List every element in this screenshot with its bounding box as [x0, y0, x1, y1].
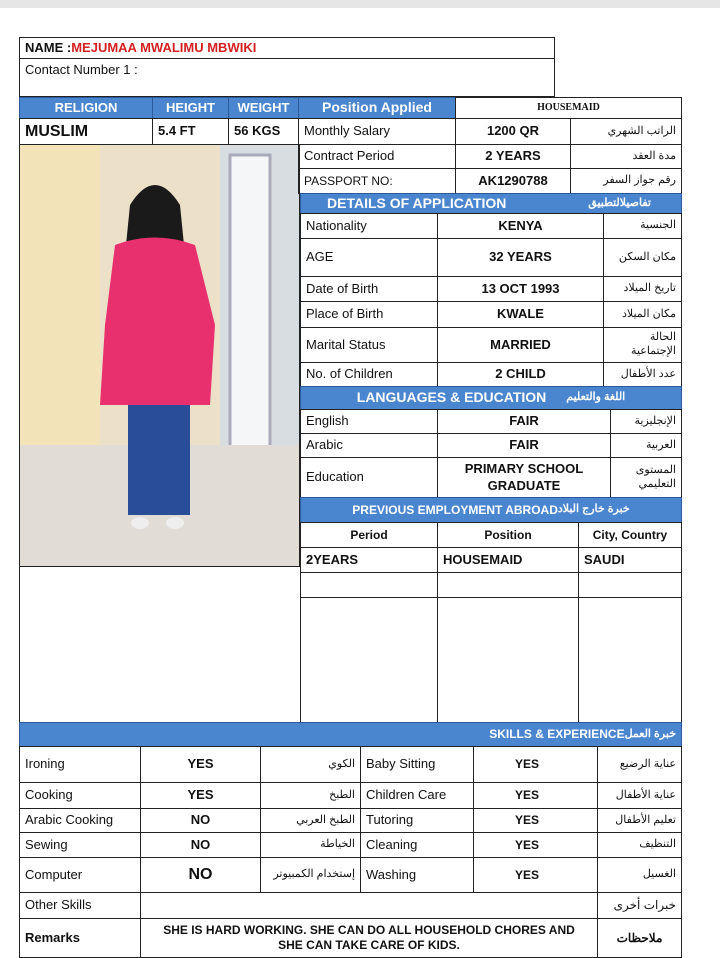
remarks-value: SHE IS HARD WORKING. SHE CAN DO ALL HOUSEHOLD CHORES AND SHE CAN TAKE CARE OF KIDS. — [140, 918, 598, 958]
skill-label: Baby Sitting — [360, 746, 474, 783]
detail-label: AGE — [300, 238, 438, 277]
skill-label-ar: عناية الرضيع — [597, 746, 682, 783]
monthly-salary-label: Monthly Salary — [298, 118, 456, 145]
employment-cell: 2YEARS — [300, 547, 438, 573]
employment-empty-cell — [300, 572, 438, 598]
height-header: HEIGHT — [152, 97, 229, 119]
skill-label: Ironing — [19, 746, 141, 783]
religion-value: MUSLIM — [19, 118, 153, 145]
skill-value: YES — [473, 746, 598, 783]
contract-period-ar: مدة العقد — [570, 144, 682, 169]
employment-title-ar: خبرة خارج البلاد — [557, 503, 630, 516]
skill-label-ar: إستخدام الكمبيوتر — [260, 857, 361, 893]
position-value: HOUSEMAID — [455, 97, 682, 119]
employment-cell: SAUDI — [578, 547, 682, 573]
details-header — [300, 193, 682, 214]
skill-value: YES — [473, 782, 598, 809]
passport-label: PASSPORT NO: — [298, 168, 456, 194]
skill-label-ar: الطبخ — [260, 782, 361, 809]
detail-value: KWALE — [437, 301, 604, 328]
skill-label: Arabic Cooking — [19, 808, 141, 833]
employment-header — [300, 497, 682, 523]
language-label-ar: العربية — [610, 433, 682, 458]
other-skills-value — [140, 892, 598, 919]
skill-value: YES — [140, 746, 261, 783]
skill-label: Computer — [19, 857, 141, 893]
employment-empty-cell — [437, 597, 579, 723]
weight-header: WEIGHT — [228, 97, 299, 119]
passport-ar: رقم جواز السفر — [570, 168, 682, 194]
remarks-ar: ملاحظات — [597, 918, 682, 958]
skill-label-ar: تعليم الأطفال — [597, 808, 682, 833]
skill-label: Cooking — [19, 782, 141, 809]
weight-value: 56 KGS — [228, 118, 299, 145]
detail-label-ar: مكان الميلاد — [603, 301, 682, 328]
position-header: Position Applied — [298, 97, 456, 119]
skill-label-ar: الطبخ العربي — [260, 808, 361, 833]
language-value: FAIR — [437, 433, 611, 458]
employment-empty-cell — [300, 597, 438, 723]
skill-label: Children Care — [360, 782, 474, 809]
skills-title: SKILLS & EXPERIENCE — [489, 727, 625, 741]
detail-label: Nationality — [300, 213, 438, 239]
languages-title: LANGUAGES & EDUCATION — [356, 389, 547, 406]
details-title: DETAILS OF APPLICATION — [327, 194, 507, 211]
detail-label: Marital Status — [300, 327, 438, 363]
employment-empty-cell — [578, 597, 682, 723]
contact-row — [19, 58, 555, 97]
monthly-salary-ar: الراتب الشهري — [570, 118, 682, 145]
skill-value: YES — [140, 782, 261, 809]
language-label-ar: المستوى التعليمي — [610, 457, 682, 498]
language-label: Arabic — [300, 433, 438, 458]
employment-column-header: Period — [300, 522, 438, 548]
detail-value: KENYA — [437, 213, 604, 239]
contact-label: Contact Number 1 : — [25, 62, 138, 77]
language-value: FAIR — [437, 409, 611, 434]
detail-label-ar: مكان السكن — [603, 238, 682, 277]
skill-label: Washing — [360, 857, 474, 893]
employment-cell: HOUSEMAID — [437, 547, 579, 573]
skill-label: Cleaning — [360, 832, 474, 858]
detail-value: 2 CHILD — [437, 362, 604, 387]
other-skills-ar: خبرات أخرى — [597, 892, 682, 919]
skill-value: YES — [473, 857, 598, 893]
blank-box — [19, 566, 301, 723]
employment-column-header: Position — [437, 522, 579, 548]
detail-label: Date of Birth — [300, 276, 438, 302]
detail-value: 13 OCT 1993 — [437, 276, 604, 302]
contract-period-value: 2 YEARS — [455, 144, 571, 169]
skill-label-ar: الغسيل — [597, 857, 682, 893]
language-label-ar: الإنجليزية — [610, 409, 682, 434]
detail-label-ar: الجنسية — [603, 213, 682, 239]
employment-title: PREVIOUS EMPLOYMENT ABROAD — [352, 502, 558, 517]
height-value: 5.4 FT — [152, 118, 229, 145]
skill-label: Tutoring — [360, 808, 474, 833]
employment-empty-cell — [578, 572, 682, 598]
skill-value: NO — [140, 832, 261, 858]
detail-label-ar: الحالة الإجتماعية — [603, 327, 682, 363]
skills-header — [19, 722, 682, 747]
skill-label-ar: عناية الأطفال — [597, 782, 682, 809]
detail-label: No. of Children — [300, 362, 438, 387]
skill-value: NO — [140, 808, 261, 833]
skill-label-ar: الخياطة — [260, 832, 361, 858]
skill-value: YES — [473, 808, 598, 833]
skill-label-ar: التنظيف — [597, 832, 682, 858]
skill-label: Sewing — [19, 832, 141, 858]
languages-title-ar: اللغة والتعليم — [566, 391, 626, 404]
language-label: Education — [300, 457, 438, 498]
languages-header — [300, 386, 682, 410]
employment-column-header: City, Country — [578, 522, 682, 548]
contract-period-label: Contract Period — [298, 144, 456, 169]
name-value: MEJUMAA MWALIMU MBWIKI — [71, 39, 257, 55]
skill-value: YES — [473, 832, 598, 858]
remarks-label: Remarks — [19, 918, 141, 958]
skill-value: NO — [140, 857, 261, 893]
applicant-photo — [19, 144, 300, 567]
top-strip — [0, 0, 720, 8]
language-label: English — [300, 409, 438, 434]
name-label: NAME : — [25, 39, 72, 55]
skill-label-ar: الكوي — [260, 746, 361, 783]
details-title-ar: تفاصيلالتطبيق — [588, 196, 651, 209]
detail-value: MARRIED — [437, 327, 604, 363]
name-row — [19, 37, 555, 59]
skills-title-ar: خبرة العمل — [624, 727, 676, 740]
detail-label-ar: تاريخ الميلاد — [603, 276, 682, 302]
employment-empty-cell — [437, 572, 579, 598]
language-value: PRIMARY SCHOOL GRADUATE — [437, 457, 611, 498]
detail-label-ar: عدد الأطفال — [603, 362, 682, 387]
detail-label: Place of Birth — [300, 301, 438, 328]
detail-value: 32 YEARS — [437, 238, 604, 277]
passport-value: AK1290788 — [455, 168, 571, 194]
religion-header: RELIGION — [19, 97, 153, 119]
monthly-salary-value: 1200 QR — [455, 118, 571, 145]
other-skills-label: Other Skills — [19, 892, 141, 919]
